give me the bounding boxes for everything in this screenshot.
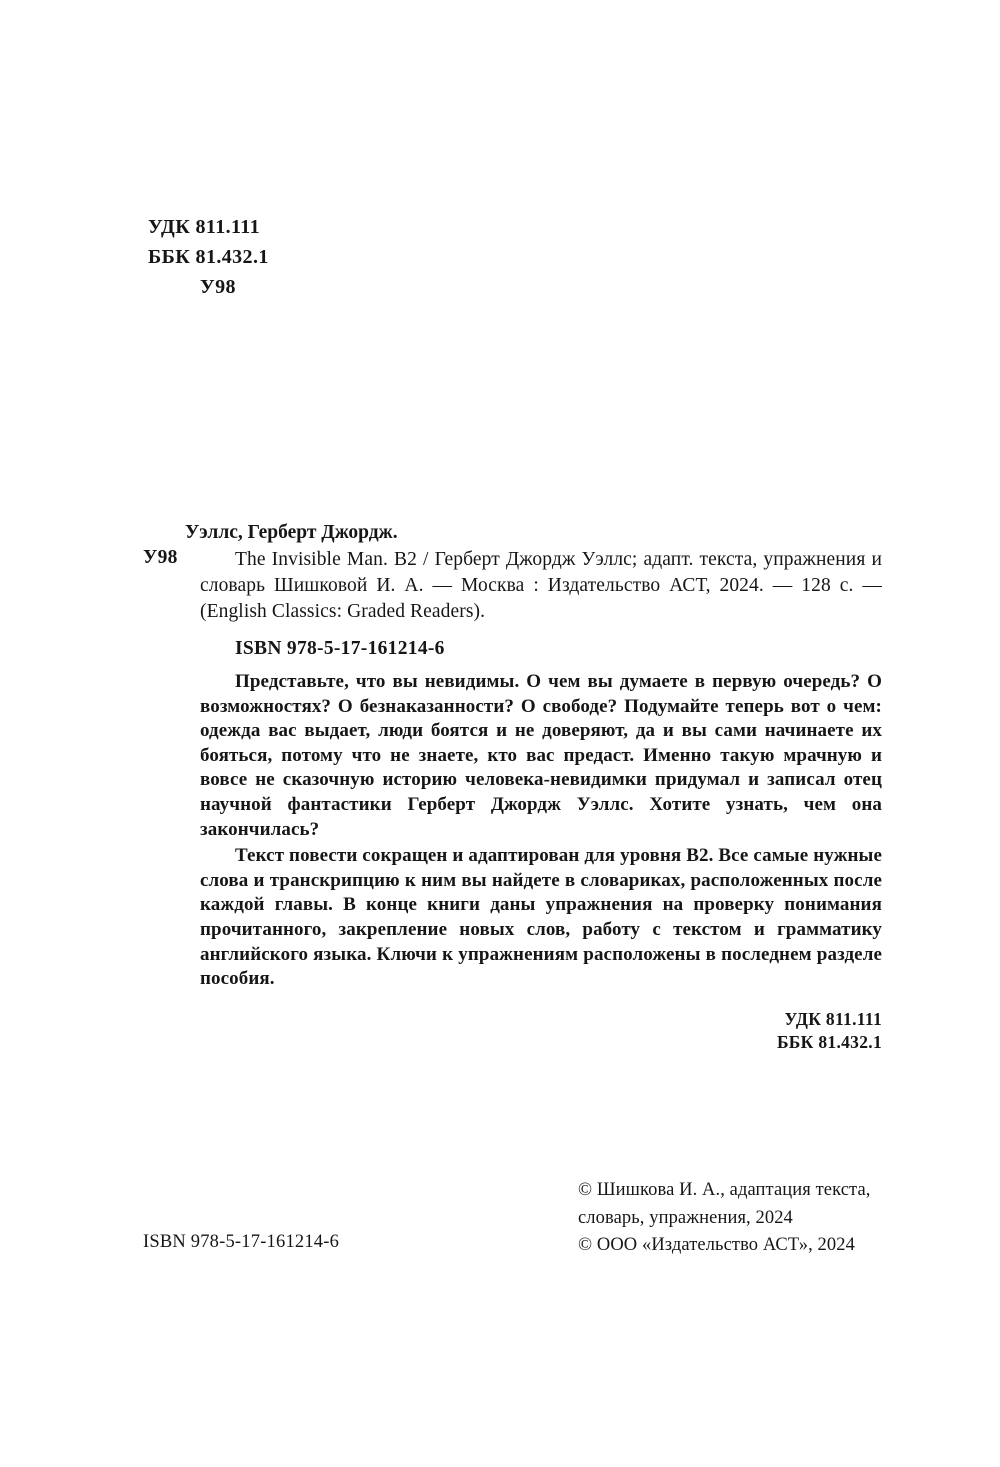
annotation-paragraph-1: Представьте, что вы невидимы. О чем вы думаете в первую очередь? О возможностях? О безнаказанности? О свободе? Подумайте теперь вот о чем: одежда вас выдает, люди боятся и не доверяют, да и вы сами начинаете их бояться, потому что не знаете, кто вас предаст. Именно такую мрачную и вовсе не сказочную историю человека-невидимки придумал и записал отец научной фантастики Герберт Джордж Уэллс. Хотите узнать, чем она закончилась? [200,671,882,840]
catalog-entry-code: У98 [143,547,178,568]
udk-code-top: УДК 811.111 [148,216,261,238]
catalog-entry-block [143,520,883,1054]
bibliographic-entry [143,547,883,625]
annotation-paragraph-2: Текст повести сокращен и адаптирован для уровня B2. Все самые нужные слова и транскрипцию к ним вы найдете в словариках, расположенных после каждой главы. В конце книги даны упражнения на проверку понимания прочитанного, закрепление новых слов, работу с текстом и грамматику английского языка. Ключи к упражнениям расположены в последнем разделе пособия. [200,845,882,990]
author-sign-top: У98 [200,276,236,298]
copyright-publisher: © ООО «Издательство АСТ», 2024 [578,1235,855,1256]
bbk-code-top: ББК 81.432.1 [148,246,269,268]
copyright-adaptation-line1: © Шишкова И. А., адаптация текста, [578,1180,871,1200]
udk-code-right: УДК 811.111 [784,1008,882,1029]
copyright-block [578,1177,871,1260]
isbn-bottom: ISBN 978-5-17-161214-6 [143,1232,340,1252]
bibliographic-record: The Invisible Man. B2 / Герберт Джордж Уэллс; адапт. текста, упражнения и словарь Шишковой И. А. — Москва : Издательство АСТ, 2024. — 128 с. — (English Classics: Graded Readers). [200,549,882,622]
isbn-line: ISBN 978-5-17-161214-6 [235,638,445,659]
classification-block-top [148,212,269,302]
classification-block-right [200,1008,882,1054]
author-heading: Уэллс, Герберт Джордж. [185,522,398,543]
bbk-code-right: ББК 81.432.1 [776,1031,882,1052]
copyright-adaptation-line2: словарь, упражнения, 2024 [578,1207,793,1228]
